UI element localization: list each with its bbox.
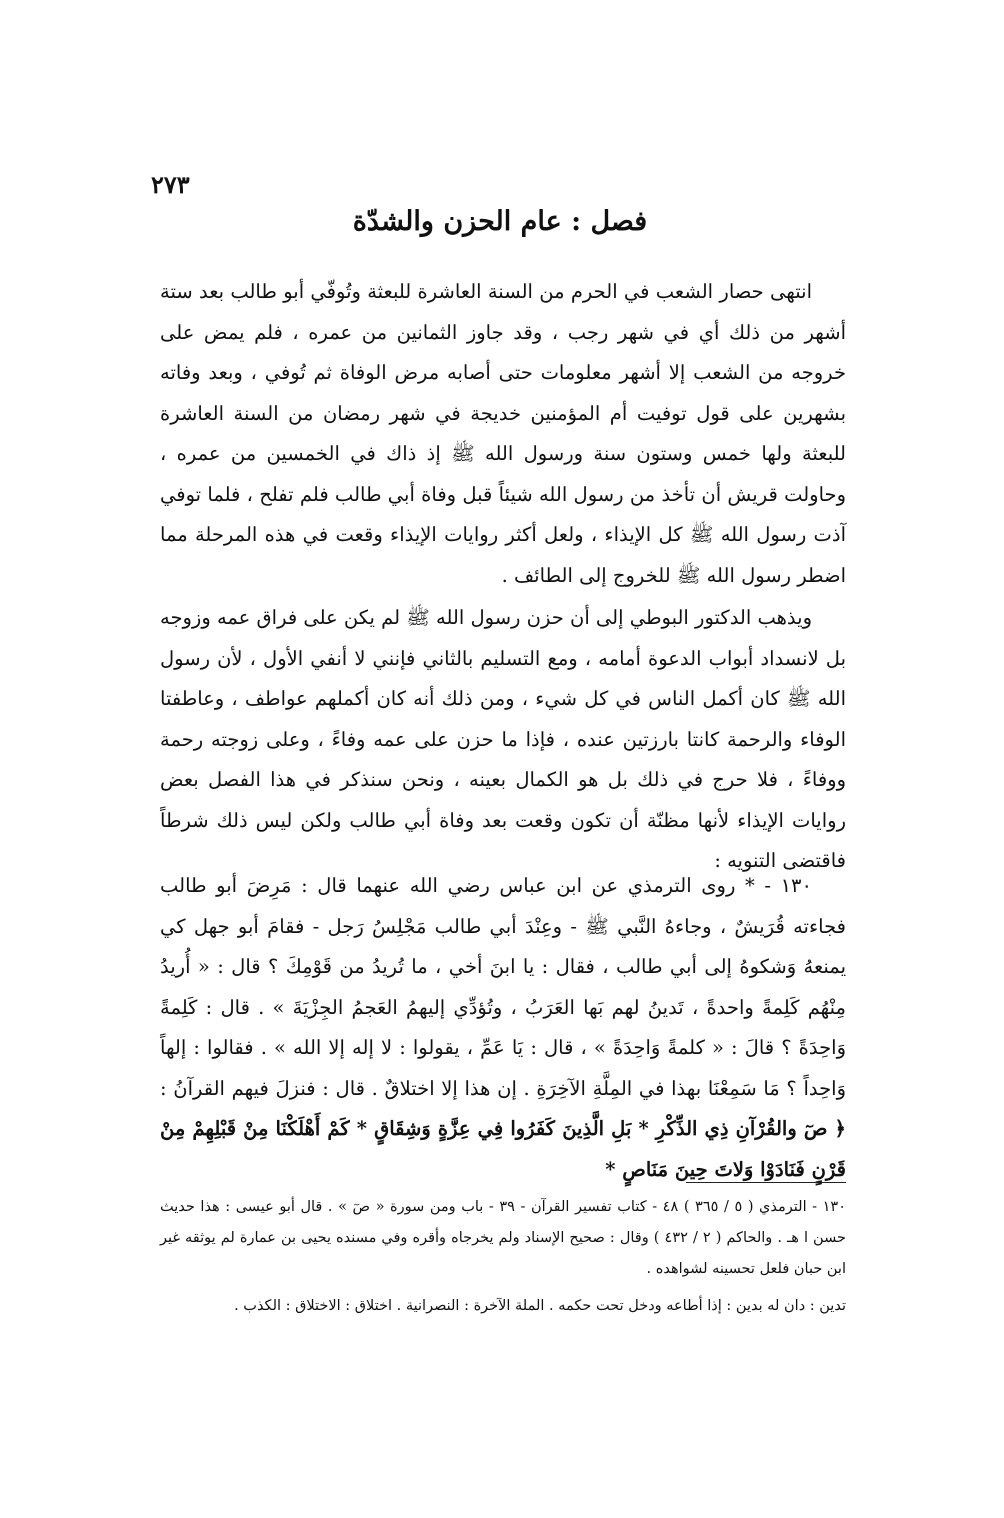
footnote-divider: [686, 1182, 846, 1183]
paragraph-1: [160, 272, 846, 596]
footnotes: [160, 1192, 846, 1322]
paragraph-2: [160, 598, 846, 882]
hadith-130: [160, 866, 846, 1190]
paragraph-2-text: ويذهب الدكتور البوطي إلى أن حزن رسول الله ﷺ لم يكن على فراق عمه وزوجه بل لانسداد أبواب الدعوة أمامه ، ومع التسليم بالثاني فإنني لا أنفي الأول ، لأن رسول الله ﷺ كان أكمل الناس في كل شيء ، ومن ذلك أنه كان أكملهم عواطف ، وعاطفتا الوفاء والرحمة كانتا بارزتين عنده ، فإذا ما حزن على عمه وفاءً ، وعلى زوجته رحمة ووفاءً ، فلا حرج في ذلك بل هو الكمال بعينه ، ونحن سنذكر في هذا الفصل بعض روايات الإيذاء لأنها مظنّة أن تكون وقعت بعد وفاة أبي طالب ولكن ليس ذلك شرطاً فاقتضى التنويه :: [160, 606, 846, 872]
paragraph-1-text: انتهى حصار الشعب في الحرم من السنة العاشرة للبعثة وتُوفّي أبو طالب بعد ستة أشهر من ذلك أي في شهر رجب ، وقد جاوز الثمانين من عمره ، فلم يمض على خروجه من الشعب إلا أشهر معلومات حتى أصابه مرض الوفاة ثم تُوفي ، وبعد وفاته بشهرين على قول توفيت أم المؤمنين خديجة في شهر رمضان من السنة العاشرة للبعثة ولها خمس وستون سنة ورسول الله ﷺ إذ ذاك في الخمسين من عمره ، وحاولت قريش أن تأخذ من رسول الله شيئاً قبل وفاة أبي طالب فلم تفلح ، فلما توفي آذت رسول الله ﷺ كل الإيذاء ، ولعل أكثر روايات الإيذاء وقعت في هذه المرحلة مما اضطر رسول الله ﷺ للخروج إلى الطائف .: [160, 280, 846, 587]
hadith-130-paragraph: [160, 866, 846, 1190]
chapter-title: فصل : عام الحزن والشدّة: [352, 206, 648, 237]
quran-verse: ﴿ صٓ والقُرْآنِ ذِي الذِّكْرِ * بَلِ الَّذِينَ كَفَرُوا فِي عِزَّةٍ وَشِقَاقٍ * كَمْ أَهْلَكْنَا مِنْ قَبْلِهِمْ مِنْ قَرْنٍ فَنَادَوْا وَلاتَ حِينَ مَنَاصٍ *: [160, 1117, 846, 1181]
footnote-glossary: تدين : دان له بدين : إذا أطاعه ودخل تحت حكمه . الملة الآخرة : النصرانية . اختلاق : الاختلاق : الكذب .: [234, 1298, 846, 1314]
hadith-130-text: ١٣٠ - * روى الترمذي عن ابن عباس رضي الله عنهما قال : مَرِضَ أبو طالب فجاءته قُرَيشٌ ، وجاءهُ النَّبي ﷺ - وعِنْدَ أبي طالب مَجْلِسُ رَجل - فقامَ أبو جهل كي يمنعهُ وَشكوهُ إلى أبي طالب ، فقال : يا ابنَ أخي ، ما تُريدُ من قَوْمِكَ ؟ قال : « أُريدُ مِنْهُم كَلِمةً واحدةً ، تَدينُ لهم بَها العَرَبُ ، وتُؤدِّي إليهمُ العَجمُ الجِزْيَةَ » . قال : كَلِمةً وَاحِدَةً ؟ قالَ : « كلمةً وَاحِدَةً » ، قال : يَا عَمِّ ، يقولوا : لا إله إلا الله » . فقالوا : إلهاً وَاحِداً ؟ مَا سَمِعْنَا بهذا في المِلَّةِ الآخِرَةِ . إن هذا إلا اختلاقٌ . قال : فنزلَ فيهم القرآنُ :: [160, 874, 846, 1100]
footnote-130: ١٣٠ - الترمذي ( ٥ / ٣٦٥ ) ٤٨ - كتاب تفسير القرآن - ٣٩ - باب ومن سورة « صٓ » . قال أبو عيسى : هذا حديث حسن ا هـ . والحاكم ( ٢ / ٤٣٢ ) وقال : صحيح الإسناد ولم يخرجاه وأقره وفي مسنده يحيى بن عمارة لم يوثقه غير ابن حبان فلعل تحسينه لشواهده .: [160, 1199, 847, 1277]
page-number: ٢٧٣: [151, 170, 190, 199]
